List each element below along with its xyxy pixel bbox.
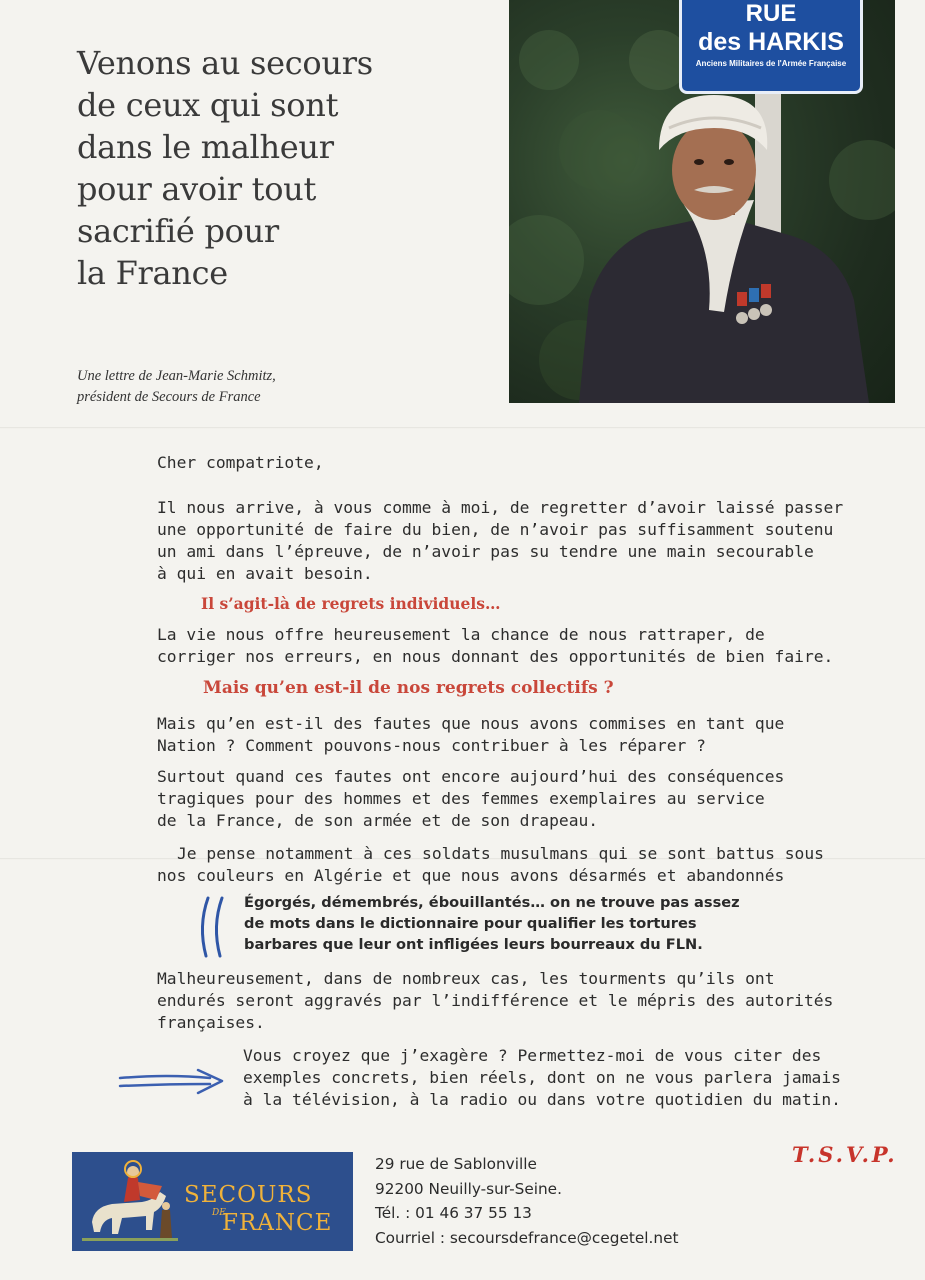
logo-word-secours: SECOURS (184, 1182, 313, 1208)
text-line: exemples concrets, bien réels, dont on ne vous parlera jamais (243, 1068, 841, 1087)
text-line: Cher compatriote, (157, 453, 324, 472)
headline (77, 42, 497, 294)
text-line: Mais qu’en est-il des fautes que nous avons commises en tant que (157, 714, 785, 733)
headline-line: pour avoir tout (77, 170, 317, 208)
fold-line (0, 427, 925, 429)
text-line: une opportunité de faire du bien, de n’avoir pas suffisamment soutenu (157, 520, 834, 539)
logo-word-de: DE (212, 1208, 226, 1218)
text-line: Malheureusement, dans de nombreux cas, les tourments qu’ils ont (157, 969, 775, 988)
contact-block (375, 1152, 679, 1250)
text-line: corriger nos erreurs, en nous donnant des opportunités de bien faire. (157, 647, 834, 666)
text-line: à qui en avait besoin. (157, 564, 373, 583)
text-line: Il nous arrive, à vous comme à moi, de regretter d’avoir laissé passer (157, 498, 844, 517)
headline-line: dans le malheur (77, 128, 334, 166)
text-line: à la télévision, à la radio ou dans votre quotidien du matin. (243, 1090, 841, 1109)
text-line: Je pense notamment à ces soldats musulmans qui se sont battus sous (177, 844, 824, 863)
secours-de-france-logo (72, 1152, 353, 1251)
tsvp-mark: T.S.V.P. (792, 1142, 898, 1167)
byline-title: président de Secours de France (77, 389, 261, 405)
text-line: un ami dans l’épreuve, de n’avoir pas su tendre une main secourable (157, 542, 814, 561)
quote-bars-icon (194, 896, 230, 958)
sign-line2: des HARKIS (698, 28, 844, 56)
text-line: nos couleurs en Algérie et que nous avons désarmés et abandonnés (157, 866, 785, 885)
salutation (157, 452, 857, 474)
headline-line: la France (77, 254, 228, 292)
logo-word-france: FRANCE (222, 1210, 333, 1236)
address-street: 29 rue de Sablonville (375, 1155, 537, 1173)
byline (77, 366, 276, 408)
headline-line: sacrifié pour (77, 212, 279, 250)
text-line: françaises. (157, 1013, 265, 1032)
subheading-collective-regrets: Mais qu’en est-il de nos regrets collectifs ? (203, 678, 614, 698)
text-line: tragiques pour des hommes et des femmes exemplaires au service (157, 789, 765, 808)
text-line: Nation ? Comment pouvons-nous contribuer à les réparer ? (157, 736, 706, 755)
quote-line: barbares que leur ont infligées leurs bourreaux du FLN. (244, 936, 703, 953)
paragraph-3 (157, 713, 857, 757)
text-line: endurés seront aggravés par l’indifférence et le mépris des autorités (157, 991, 834, 1010)
sign-line1: RUE (745, 0, 797, 27)
paragraph-7 (243, 1045, 863, 1111)
text-line: de la France, de son armée et de son drapeau. (157, 811, 599, 830)
email-address: Courriel : secoursdefrance@cegetel.net (375, 1228, 679, 1247)
byline-author: Une lettre de Jean-Marie Schmitz, (77, 368, 276, 384)
headline-line: de ceux qui sont (77, 86, 339, 124)
harki-photo (509, 0, 895, 403)
text-line: Surtout quand ces fautes ont encore aujourd’hui des conséquences (157, 767, 785, 786)
paragraph-2 (157, 624, 857, 668)
subheading-individual-regrets: Il s’agit-là de regrets individuels… (201, 594, 501, 613)
text-line: La vie nous offre heureusement la chance de nous rattraper, de (157, 625, 765, 644)
paragraph-6 (157, 968, 857, 1034)
paragraph-5 (157, 843, 857, 887)
paragraph-1 (157, 497, 857, 585)
phone-number: Tél. : 01 46 37 55 13 (375, 1204, 532, 1222)
paragraph-4 (157, 766, 857, 832)
quote-line: Égorgés, démembrés, ébouillantés… on ne trouve pas assez (244, 894, 740, 911)
address-city: 92200 Neuilly-sur-Seine. (375, 1179, 562, 1198)
street-sign (679, 0, 863, 94)
quote-line: de mots dans le dictionnaire pour qualifier les tortures (244, 915, 697, 932)
arrow-icon (118, 1068, 226, 1096)
headline-line: Venons au secours (77, 44, 373, 82)
highlight-quote (244, 892, 844, 955)
knight-horse-icon (72, 1152, 182, 1251)
text-line: Vous croyez que j’exagère ? Permettez-moi de vous citer des (243, 1046, 822, 1065)
sign-line3: Anciens Militaires de l'Armée Française (695, 59, 847, 68)
